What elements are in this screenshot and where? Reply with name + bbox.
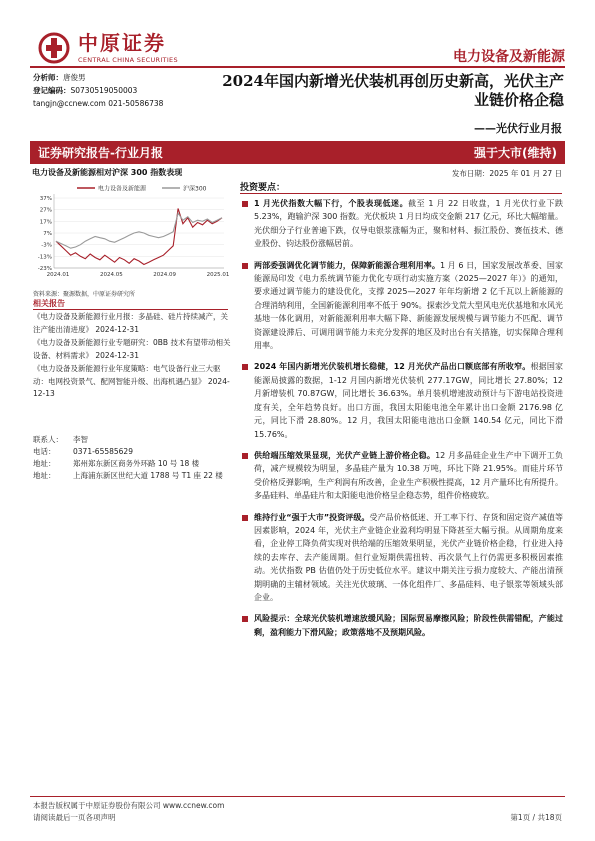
investment-point (240, 197, 563, 251)
series-line-csi300 (56, 213, 222, 248)
point-heading: 2024 年国内新增光伏装机增长稳健，12 月光伏产品出口额底部有所收窄。 (254, 362, 531, 372)
point-text: 1 月 6 日，国家发展改革委、国家能源局印发《电力系统调节能力优化专项行动实施方案（2025—2027 年）》的通知，要求通过调节能力的建设优化，支撑 2025—2027 年年均新增 2 亿千瓦以上新能源的合理消纳利用，全国新能源利用率不低于 90%。探索沙戈荒大型风电光伏基地和水风光基地一体化调用，对新能源利用率大幅下降、新能源发展规模与调节能力不匹配、调节资源建设滞后、可调用调节能力未充分发挥的地区及时出台有关措施，切实保障合理利用率。 (254, 260, 564, 351)
x-tick-label: 2024.05 (99, 272, 123, 278)
point-heading: 维持行业“强于大市”投资评级。 (254, 512, 370, 522)
footer-divider (30, 796, 565, 797)
company-logo (38, 32, 188, 68)
footer-disclaimer: 请阅读最后一页各项声明 (33, 813, 116, 822)
x-tick-label: 2024.01 (46, 272, 70, 278)
publish-date: 发布日期：2025 年 01 月 27 日 (451, 169, 562, 178)
point-text: 受产品价格低迷、开工率下行、存货和固定资产减值等因素影响，2024 年，光伏主产业链企业盈利均明显下降甚至大幅亏损。从周期角度来看，企业停工降负荷实现对供给端的压缩效果明显，光伏产业链价格企稳，行业进入持续的去库存、去产能周期。但行业短期供需扭转、再次景气上行仍需更多积极因素推动。光伏指数 PB 估值仍处于历史低位水平。建议中期关注亏损力度较大、产能出清预期明确的主辅材领域。关注光伏玻璃、一体化组件厂、多晶硅料、电子银浆等领域头部企业。 (254, 512, 564, 602)
investment-point (240, 511, 563, 605)
investment-point (240, 259, 563, 353)
bullet-square-icon (242, 201, 248, 207)
report-type: 证券研究报告-行业月报 (38, 146, 163, 160)
report-type-band (30, 141, 565, 164)
analyst-info (33, 71, 163, 110)
contact-row (33, 434, 233, 446)
y-tick-label: -3% (41, 242, 52, 249)
performance-chart (32, 180, 230, 290)
chart-source: 资料来源：聚源数据，中原证券研究所 (33, 291, 136, 298)
page-number: 第1页 / 共18页 (510, 813, 562, 822)
related-report-link[interactable]: 《电力设备及新能源行业年度策略：电气设备行业三大驱动：电网投资景气、配网智能升级、出海机遇凸显》 2024-12-13 (33, 364, 230, 398)
contact-key: 电话： (33, 447, 56, 456)
y-tick-label: 7% (43, 231, 52, 237)
legend-label: 电力设备及新能源 (98, 185, 147, 193)
y-tick-label: 27% (39, 207, 52, 214)
investment-point (240, 449, 563, 503)
related-report-link[interactable]: 《电力设备及新能源行业月报：多晶硅、硅片持续减产，关注产能出清进度》 2024-12-31 (33, 312, 228, 334)
bullet-square-icon (242, 453, 248, 459)
bullet-square-icon (242, 263, 248, 269)
y-tick-label: 37% (39, 196, 52, 202)
related-reports-list (33, 311, 231, 402)
logo-text-en: CENTRAL CHINA SECURITIES (78, 56, 178, 64)
contact-info (33, 434, 233, 482)
contact-value: 郑州郑东新区商务外环路 10 号 18 楼 (73, 459, 200, 468)
investment-points (240, 197, 563, 647)
analyst-name: 唐俊男 (63, 73, 86, 82)
contact-key: 联系人： (33, 435, 63, 444)
analyst-reg: S0730519050003 (70, 86, 138, 95)
point-heading: 风险提示：全球光伏装机增速放缓风险；国际贸易摩擦风险；阶段性供需错配，产能过剩，盈利能力下滑风险；政策落地不及预期风险。 (254, 614, 563, 637)
point-text: 12 月多晶硅企业生产中下调开工负荷，减产规模较为明显，多晶硅产量为 10.38 万吨，环比下降 21.95%。而硅片环节受价格反弹影响，生产利润有所改善，企业生产积极性提高，12 月产量环比有所提升。多晶硅料、单晶硅片和太阳能电池价格呈企稳态势，组件价格疲软。 (254, 450, 563, 501)
contact-row (33, 446, 233, 458)
point-heading: 供给端压缩效果显现，光伏产业链上游价格企稳。 (254, 450, 436, 460)
investment-point (240, 612, 563, 639)
chart-svg (32, 180, 230, 290)
contact-key: 地址： (33, 471, 56, 480)
footer-copyright: 本报告版权属于中原证券股份有限公司 www.ccnew.com (33, 801, 225, 810)
investment-point (240, 360, 563, 440)
bullet-square-icon (242, 364, 248, 370)
logo-text-cn: 中原证券 (78, 31, 166, 55)
related-divider (33, 309, 228, 310)
logo-mark-icon (38, 32, 70, 64)
analyst-reg-label: 登记编码： (33, 86, 71, 95)
bullet-square-icon (242, 515, 248, 521)
y-tick-label: 17% (39, 219, 52, 226)
bullet-square-icon (242, 616, 248, 622)
legend-label: 沪深300 (183, 185, 207, 193)
related-reports-header: 相关报告 (33, 299, 65, 308)
point-heading: 两部委强调优化调节能力，保障新能源合理利用率。 (254, 260, 440, 270)
analyst-contact: tangjn@ccnew.com 021-50586738 (33, 99, 164, 108)
x-tick-label: 2024.09 (153, 272, 177, 278)
contact-value: 上海浦东新区世纪大道 1788 号 T1 座 22 楼 (73, 471, 223, 480)
related-report-link[interactable]: 《电力设备及新能源行业专题研究：0BB 技术有望带动相关设备、材料需求》 2024-12-31 (33, 338, 231, 360)
point-heading: 1 月光伏指数大幅下行，个股表现低迷。 (254, 199, 409, 208)
x-tick-label: 2025.01 (206, 272, 230, 278)
y-tick-label: -13% (37, 254, 52, 261)
contact-row (33, 458, 233, 470)
report-title: 2024年国内新增光伏装机再创历史新高，光伏主产业链价格企稳 (222, 72, 564, 109)
chart-title: 电力设备及新能源相对沪深 300 指数表现 (32, 168, 183, 177)
investment-divider (240, 193, 562, 194)
analyst-name-label: 分析师： (33, 73, 63, 82)
industry-label: 电力设备及新能源 (453, 49, 565, 65)
contact-value: 李智 (73, 435, 88, 444)
y-tick-label: -23% (37, 266, 52, 272)
investment-header: 投资要点： (240, 183, 286, 193)
rating: 强于大市(维持) (474, 146, 557, 160)
contact-value: 0371-65585629 (73, 447, 133, 456)
point-text: 截至 1 月 22 日收盘，1 月光伏行业下跌 5.23%，跑输沪深 300 指数。光伏板块 1 月日均成交金额 217 亿元，环比大幅缩量。光伏细分子行业普遍下跌，仅导电银浆涨幅为正，聚和材料、振江股份、赛伍技术、德业股份、钧达股份涨幅居前。 (254, 199, 563, 249)
contact-row (33, 470, 233, 482)
header-divider (30, 66, 565, 68)
point-text: 根据国家能源局披露的数据，1-12 月国内新增光伏装机 277.17GW，同比增长 27.80%；12 月新增装机 70.87GW，同比增长 36.63%。单月装机增速波动预计与下游电站投资进度有关，全年趋势良好。出口方面，我国太阳能电池全年累计出口金额 2176.98 亿元，同比下滑 28.80%。12 月，我国太阳能电池出口金额 140.54 亿元，同比下滑 15.76%。 (254, 362, 564, 439)
contact-key: 地址： (33, 459, 56, 468)
report-subtitle: ——光伏行业月报 (474, 122, 562, 135)
